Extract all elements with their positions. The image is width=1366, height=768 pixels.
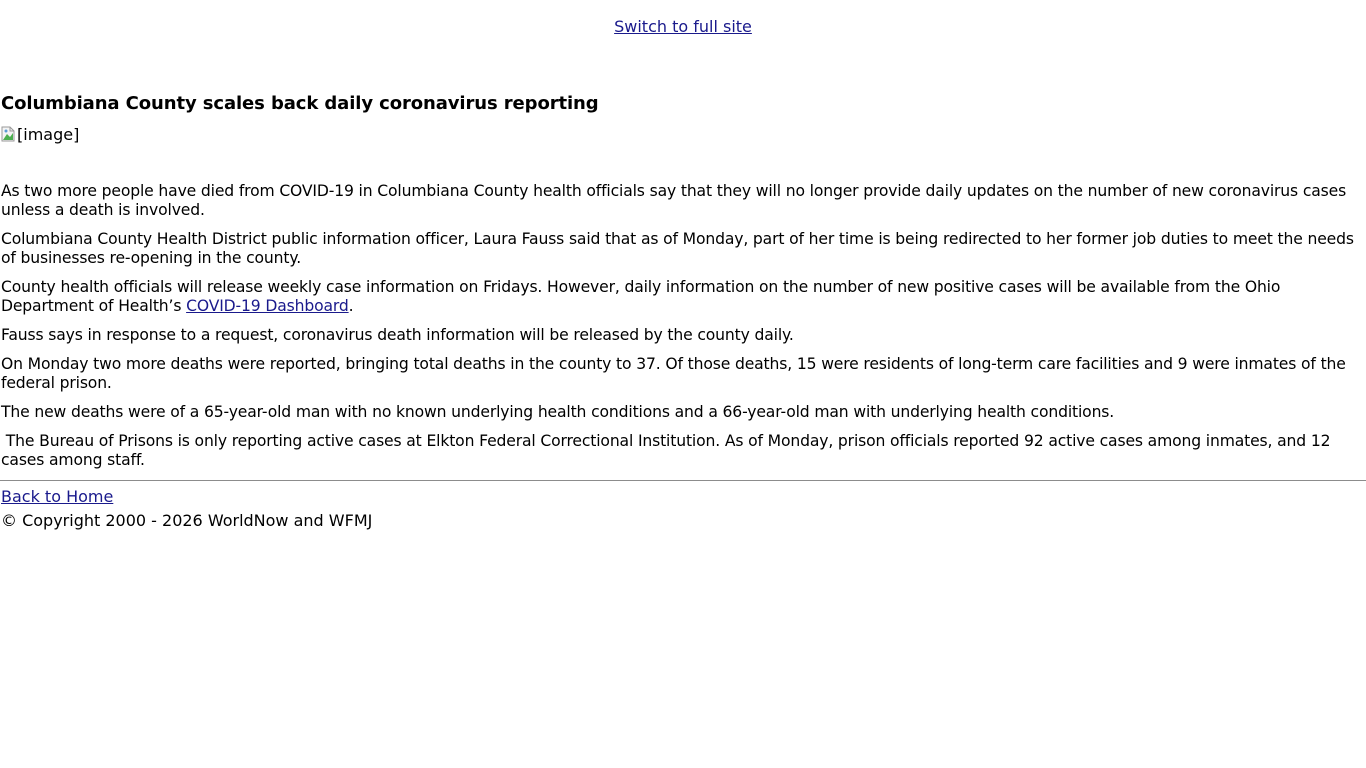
footer-divider [0,480,1366,481]
footer [0,480,1366,530]
article-paragraph: Columbiana County Health District public information officer, Laura Fauss said that as of Monday, part of her time is being redirected to her former job duties to meet the needs of businesses re-opening in the county. [1,230,1354,268]
image-alt-text: [image] [17,124,80,144]
article-paragraph [1,278,1365,316]
article-paragraph: As two more people have died from COVID-19 in Columbiana County health officials say that they will no longer provide daily updates on the number of new coronavirus cases unless a death is involved. [1,182,1347,220]
article-paragraph: The Bureau of Prisons is only reporting active cases at Elkton Federal Correctional Institution. As of Monday, prison officials reported 92 active cases among inmates, and 12 cases among staff. [1,431,1331,469]
article-body [1,182,1365,480]
article-image [1,124,79,144]
paragraph-text: . [348,297,354,316]
broken-image-icon [1,126,15,142]
copyright-text: © Copyright 2000 - 2026 WorldNow and WFMJ [1,511,373,530]
article-paragraph: The new deaths were of a 65-year-old man with no known underlying health conditions and a 66-year-old man with underlying health conditions. [1,402,1115,421]
article-paragraph: Fauss says in response to a request, coronavirus death information will be released by the county daily. [1,326,794,344]
covid-dashboard-link[interactable]: COVID-19 Dashboard [186,297,349,316]
article-title: Columbiana County scales back daily coronavirus reporting [1,93,599,114]
switch-to-full-site-link[interactable]: Switch to full site [614,17,752,36]
top-bar [1,0,1365,37]
back-to-home-link[interactable]: Back to Home [1,487,114,506]
article-paragraph: On Monday two more deaths were reported, bringing total deaths in the county to 37. Of those deaths, 15 were residents of long-term care facilities and 9 were inmates of the federal prison. [1,354,1346,392]
paragraph-text: County health officials will release weekly case information on Fridays. However, daily information on the number of new positive cases will be available from the Ohio Department of Health’s [1,278,1281,316]
